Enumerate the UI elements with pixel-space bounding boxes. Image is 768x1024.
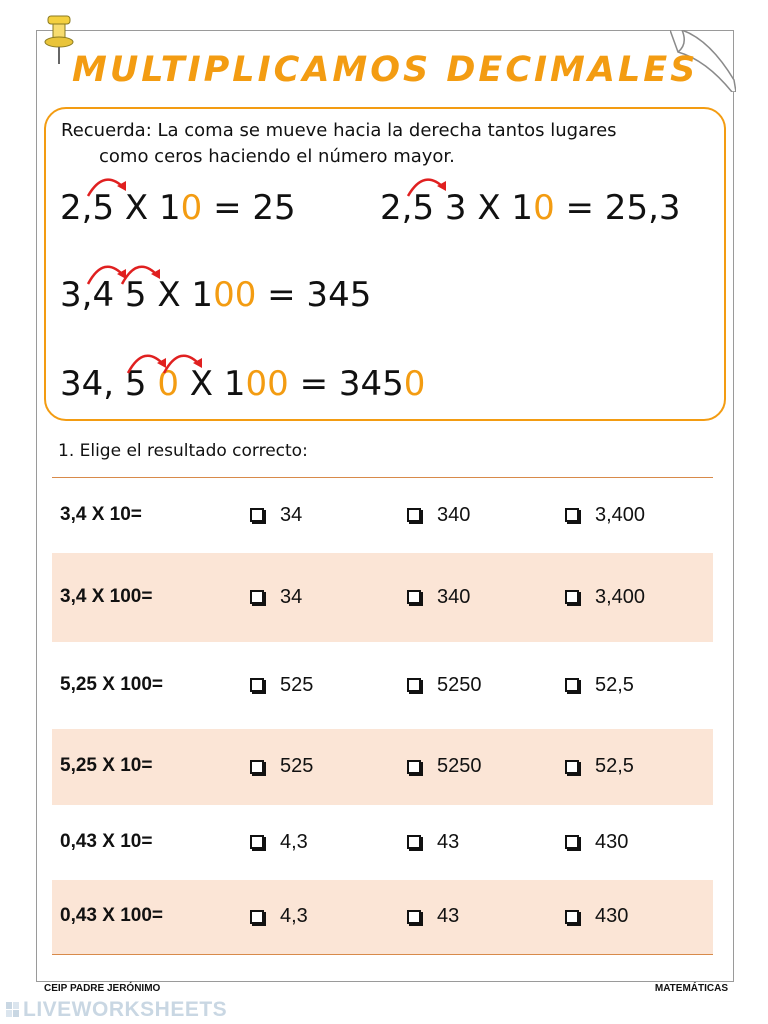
- answer-option[interactable]: [250, 586, 302, 609]
- equation-text: 34, 5: [60, 364, 158, 404]
- shift-arrow-icon: [404, 170, 454, 200]
- liveworksheets-logo-icon: [6, 1002, 20, 1018]
- highlighted-zero: 0: [533, 188, 555, 228]
- shift-arrow-icon: [118, 256, 168, 288]
- exercise-row: [52, 880, 713, 954]
- exercise-question: 3,4 X 10=: [60, 503, 142, 525]
- answer-option-label: 34: [280, 503, 303, 526]
- answer-option[interactable]: [250, 755, 313, 778]
- answer-option[interactable]: [565, 504, 645, 527]
- highlighted-zero: 0: [403, 364, 426, 404]
- answer-option[interactable]: [250, 905, 308, 928]
- checkbox-icon[interactable]: [250, 508, 264, 522]
- equation-text: = 25: [202, 188, 296, 228]
- answer-option[interactable]: [565, 831, 628, 854]
- answer-option[interactable]: [407, 755, 482, 778]
- exercise-instruction: 1. Elige el resultado correcto:: [58, 441, 308, 461]
- answer-option-label: 3,400: [595, 503, 646, 526]
- checkbox-icon[interactable]: [565, 590, 579, 604]
- answer-option-label: 5250: [437, 755, 482, 777]
- checkbox-icon[interactable]: [250, 910, 264, 924]
- highlighted-zero: 0: [180, 188, 203, 228]
- checkbox-icon[interactable]: [407, 508, 421, 522]
- answer-option-label: 430: [595, 830, 629, 853]
- answer-option-label: 52,5: [595, 755, 634, 777]
- equation-text: 2,5 X 1: [60, 188, 181, 228]
- reminder-text: [61, 118, 711, 170]
- answer-option[interactable]: [407, 674, 482, 697]
- answer-option-label: 525: [280, 673, 314, 696]
- answer-option[interactable]: [407, 831, 459, 854]
- equation-text: = 25,3: [554, 188, 681, 228]
- exercise-row: [52, 478, 713, 553]
- reminder-line-2: como ceros haciendo el número mayor.: [99, 146, 455, 167]
- answer-option[interactable]: [250, 674, 313, 697]
- answer-option-label: 4,3: [280, 905, 308, 927]
- checkbox-icon[interactable]: [407, 760, 421, 774]
- answer-option[interactable]: [565, 905, 628, 928]
- exercise-question: 3,4 X 100=: [60, 585, 153, 607]
- answer-option[interactable]: [407, 504, 470, 527]
- shift-arrow-icon: [160, 345, 210, 377]
- footer-school: CEIP PADRE JERÓNIMO: [44, 983, 161, 994]
- highlighted-zero: 0: [157, 364, 179, 404]
- exercise-question: 5,25 X 100=: [60, 673, 164, 695]
- answer-option-label: 3,400: [595, 585, 646, 608]
- divider: [52, 954, 713, 955]
- checkbox-icon[interactable]: [250, 760, 264, 774]
- equation-text: = 345: [288, 364, 404, 404]
- highlighted-zero: 00: [213, 275, 257, 315]
- answer-option[interactable]: [407, 905, 459, 928]
- checkbox-icon[interactable]: [565, 508, 579, 522]
- exercise-question: 5,25 X 10=: [60, 755, 153, 776]
- exercise-row: [52, 729, 713, 805]
- equation-text: = 345: [256, 275, 372, 315]
- checkbox-icon[interactable]: [407, 590, 421, 604]
- answer-option[interactable]: [250, 504, 302, 527]
- checkbox-icon[interactable]: [250, 835, 264, 849]
- exercise-row: [52, 805, 713, 880]
- checkbox-icon[interactable]: [250, 678, 264, 692]
- checkbox-icon[interactable]: [250, 590, 264, 604]
- equation-text: X 1: [178, 364, 246, 404]
- checkbox-icon[interactable]: [407, 910, 421, 924]
- answer-option[interactable]: [250, 831, 308, 854]
- shift-arrow-icon: [84, 170, 134, 200]
- answer-option[interactable]: [565, 674, 634, 697]
- reminder-line-1: Recuerda: La coma se mueve hacia la derecha tantos lugares: [61, 120, 617, 141]
- answer-option-label: 34: [280, 585, 303, 608]
- answer-option-label: 4,3: [280, 830, 308, 853]
- checkbox-icon[interactable]: [565, 678, 579, 692]
- answer-option-label: 430: [595, 905, 629, 927]
- answer-option[interactable]: [565, 755, 634, 778]
- footer-subject: MATEMÁTICAS: [654, 983, 728, 994]
- checkbox-icon[interactable]: [565, 835, 579, 849]
- answer-option-label: 5250: [437, 673, 482, 696]
- checkbox-icon[interactable]: [565, 760, 579, 774]
- worksheet-title: MULTIPLICAMOS DECIMALES: [72, 50, 699, 90]
- answer-option-label: 340: [437, 503, 471, 526]
- exercise-question: 0,43 X 10=: [60, 830, 153, 852]
- watermark-text: LIVEWORKSHEETS: [23, 998, 228, 1021]
- exercise-row: [52, 642, 713, 729]
- answer-option[interactable]: [565, 586, 645, 609]
- checkbox-icon[interactable]: [407, 835, 421, 849]
- equation-text: 3,4 5 X 1: [60, 275, 214, 315]
- checkbox-icon[interactable]: [407, 678, 421, 692]
- exercise-question: 0,43 X 100=: [60, 905, 164, 926]
- answer-option-label: 525: [280, 755, 314, 777]
- highlighted-zero: 00: [245, 364, 289, 404]
- answer-option-label: 52,5: [595, 673, 634, 696]
- equation-text: 2,5 3 X 1: [380, 188, 534, 228]
- answer-option-label: 340: [437, 585, 471, 608]
- answer-option-label: 43: [437, 905, 460, 927]
- example-equation-4: [60, 364, 425, 404]
- answer-option[interactable]: [407, 586, 470, 609]
- answer-option-label: 43: [437, 830, 460, 853]
- exercise-row: [52, 553, 713, 642]
- checkbox-icon[interactable]: [565, 910, 579, 924]
- liveworksheets-watermark: [6, 998, 227, 1022]
